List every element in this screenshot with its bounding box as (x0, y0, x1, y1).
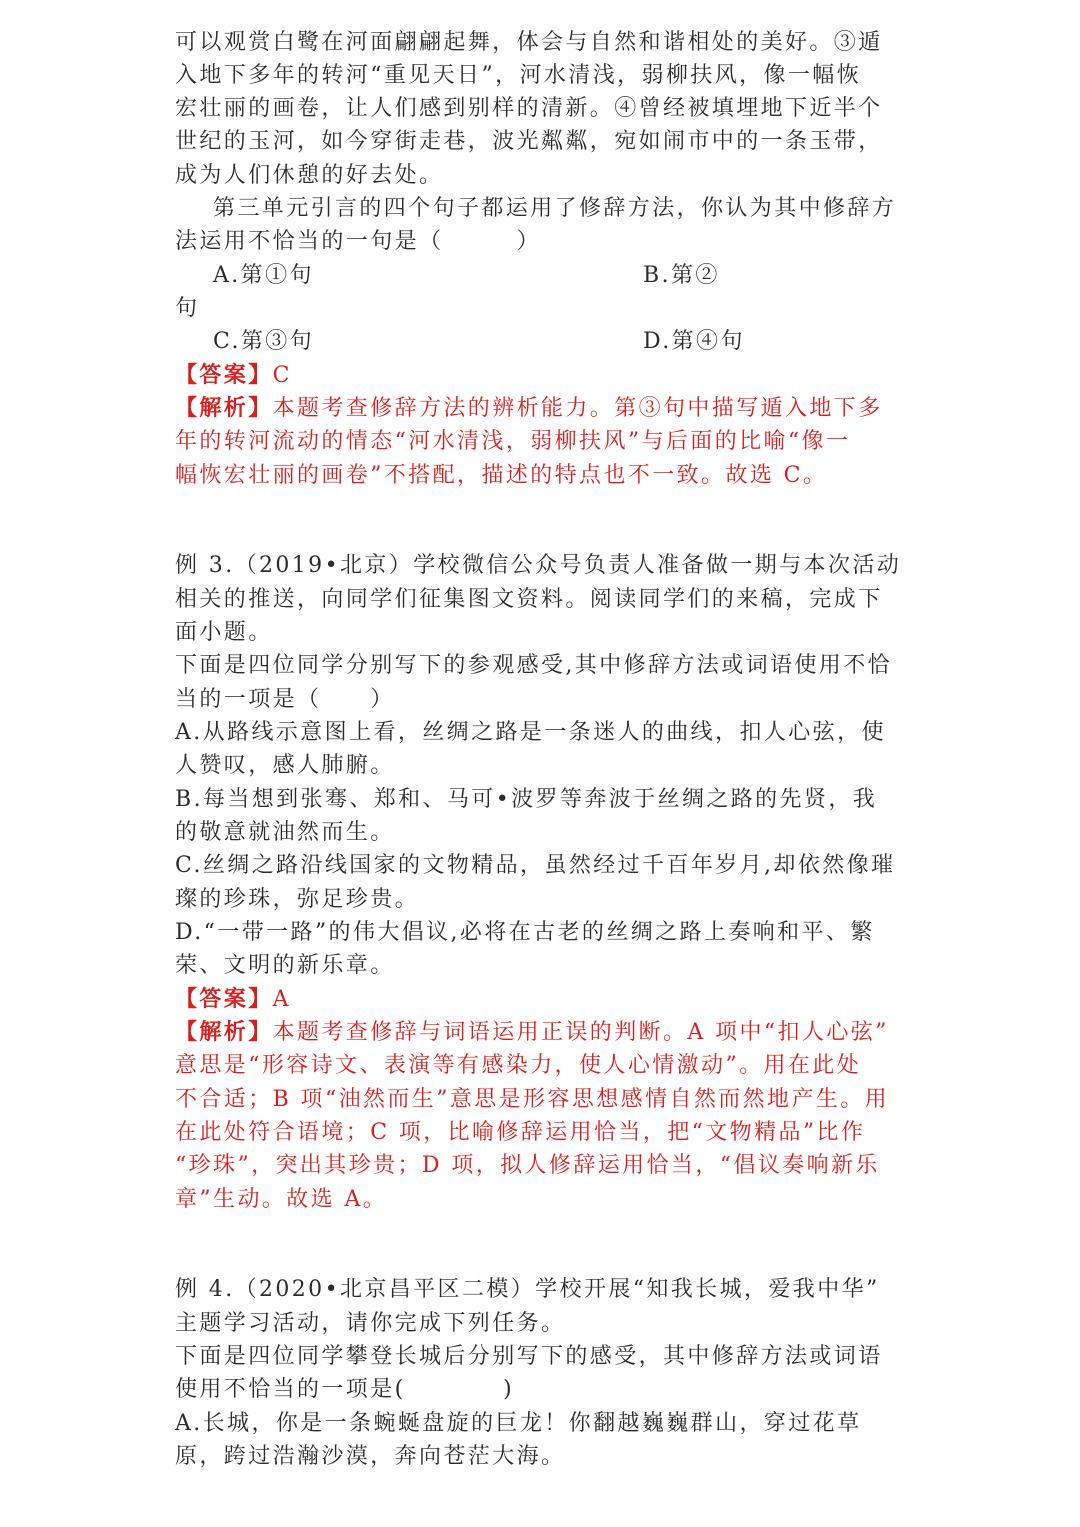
analysis-line: 意思是“形容诗文、表演等有感染力，使人心情激动”。用在此处 (175, 1053, 862, 1078)
question-text: 法运用不恰当的一句是（ ） (175, 229, 542, 254)
analysis-line (175, 392, 883, 425)
example-intro: 例 4.（2020•北京昌平区二模）学校开展“知我长城，爱我中华” (175, 1277, 880, 1302)
example-intro: 面小题。 (175, 620, 273, 645)
answer-value: A (272, 987, 291, 1012)
example-intro: 例 3.（2019•北京）学校微信公众号负责人准备做一期与本次活动 (175, 553, 902, 578)
question-text: 当的一项是（ ） (175, 687, 395, 712)
analysis-line: 章”生动。故选 A。 (175, 1187, 388, 1212)
analysis-line: 幅恢宏壮丽的画卷”不搭配，描述的特点也不一致。故选 C。 (175, 463, 828, 488)
question-text: 第三单元引言的四个句子都运用了修辞方法，你认为其中修辞方 (213, 196, 897, 221)
option-a: A.第①句 (213, 263, 314, 288)
option-line: 原，跨过浩瀚沙漠，奔向苍茫大海。 (175, 1444, 566, 1469)
passage-line: 世纪的玉河，如今穿街走巷，波光粼粼，宛如闹市中的一条玉带， (175, 129, 883, 154)
analysis-line: 年的转河流动的情态“河水清浅，弱柳扶风”与后面的比喻“像一 (175, 429, 851, 454)
analysis-label: 【解析】 (175, 1019, 273, 1045)
answer-value: C (272, 363, 292, 388)
answer-label: 【答案】 (175, 362, 273, 388)
option-line: B.每当想到张骞、郑和、马可•波罗等奔波于丝绸之路的先贤，我 (175, 787, 878, 812)
passage-line: 宏壮丽的画卷，让人们感到别样的清新。④曾经被填埋地下近半个 (175, 96, 883, 121)
question-text: 使用不恰当的一项是( ) (175, 1377, 515, 1402)
option-line: C.丝绸之路沿线国家的文物精品，虽然经过千百年岁月,却依然像璀 (175, 853, 896, 878)
question-text: 下面是四位同学攀登长城后分别写下的感受，其中修辞方法或词语 (175, 1344, 883, 1369)
example-intro: 相关的推送，向同学们征集图文资料。阅读同学们的来稿，完成下 (175, 587, 883, 612)
option-line: A.长城，你是一条蜿蜒盘旋的巨龙！你翻越巍巍群山，穿过花草 (175, 1411, 862, 1436)
option-line: 的敬意就油然而生。 (175, 820, 395, 845)
example-intro: 主题学习活动，请你完成下列任务。 (175, 1311, 566, 1336)
option-b-wrap: 句 (175, 296, 200, 321)
passage-line: 成为人们休憩的好去处。 (175, 163, 444, 188)
option-line: 荣、文明的新乐章。 (175, 953, 395, 978)
analysis-text: 本题考查修辞方法的辨析能力。第③句中描写遁入地下多 (272, 396, 883, 421)
option-line: D.“一带一路”的伟大倡议,必将在古老的丝绸之路上奏响和平、繁 (175, 920, 875, 945)
option-c: C.第③句 (213, 329, 315, 354)
analysis-line (175, 1016, 889, 1049)
passage-line: 入地下多年的转河“重见天日”，河水清浅，弱柳扶风，像一幅恢 (175, 63, 862, 88)
answer-line (175, 983, 291, 1016)
answer-line (175, 359, 292, 392)
question-text: 下面是四位同学分别写下的参观感受,其中修辞方法或词语使用不恰 (175, 653, 892, 678)
analysis-line: “珍珠”，突出其珍贵；D 项，拟人修辞运用恰当，“倡议奏响新乐 (175, 1153, 880, 1178)
analysis-text: 本题考查修辞与词语运用正误的判断。A 项中“扣人心弦” (272, 1020, 889, 1045)
analysis-line: 在此处符合语境；C 项，比喻修辞运用恰当，把“文物精品”比作 (175, 1120, 866, 1145)
analysis-label: 【解析】 (175, 395, 273, 421)
option-b: B.第② (643, 263, 720, 288)
answer-label: 【答案】 (175, 986, 273, 1012)
option-line: A.从路线示意图上看，丝绸之路是一条迷人的曲线，扣人心弦，使 (175, 720, 886, 745)
analysis-line: 不合适；B 项“油然而生”意思是形容思想感情自然而然地产生。用 (175, 1087, 890, 1112)
option-line: 人赞叹，感人肺腑。 (175, 753, 395, 778)
passage-line: 可以观赏白鹭在河面翩翩起舞，体会与自然和谐相处的美好。③遁 (175, 30, 883, 55)
option-d: D.第④句 (643, 329, 745, 354)
option-line: 璨的珍珠，弥足珍贵。 (175, 887, 420, 912)
